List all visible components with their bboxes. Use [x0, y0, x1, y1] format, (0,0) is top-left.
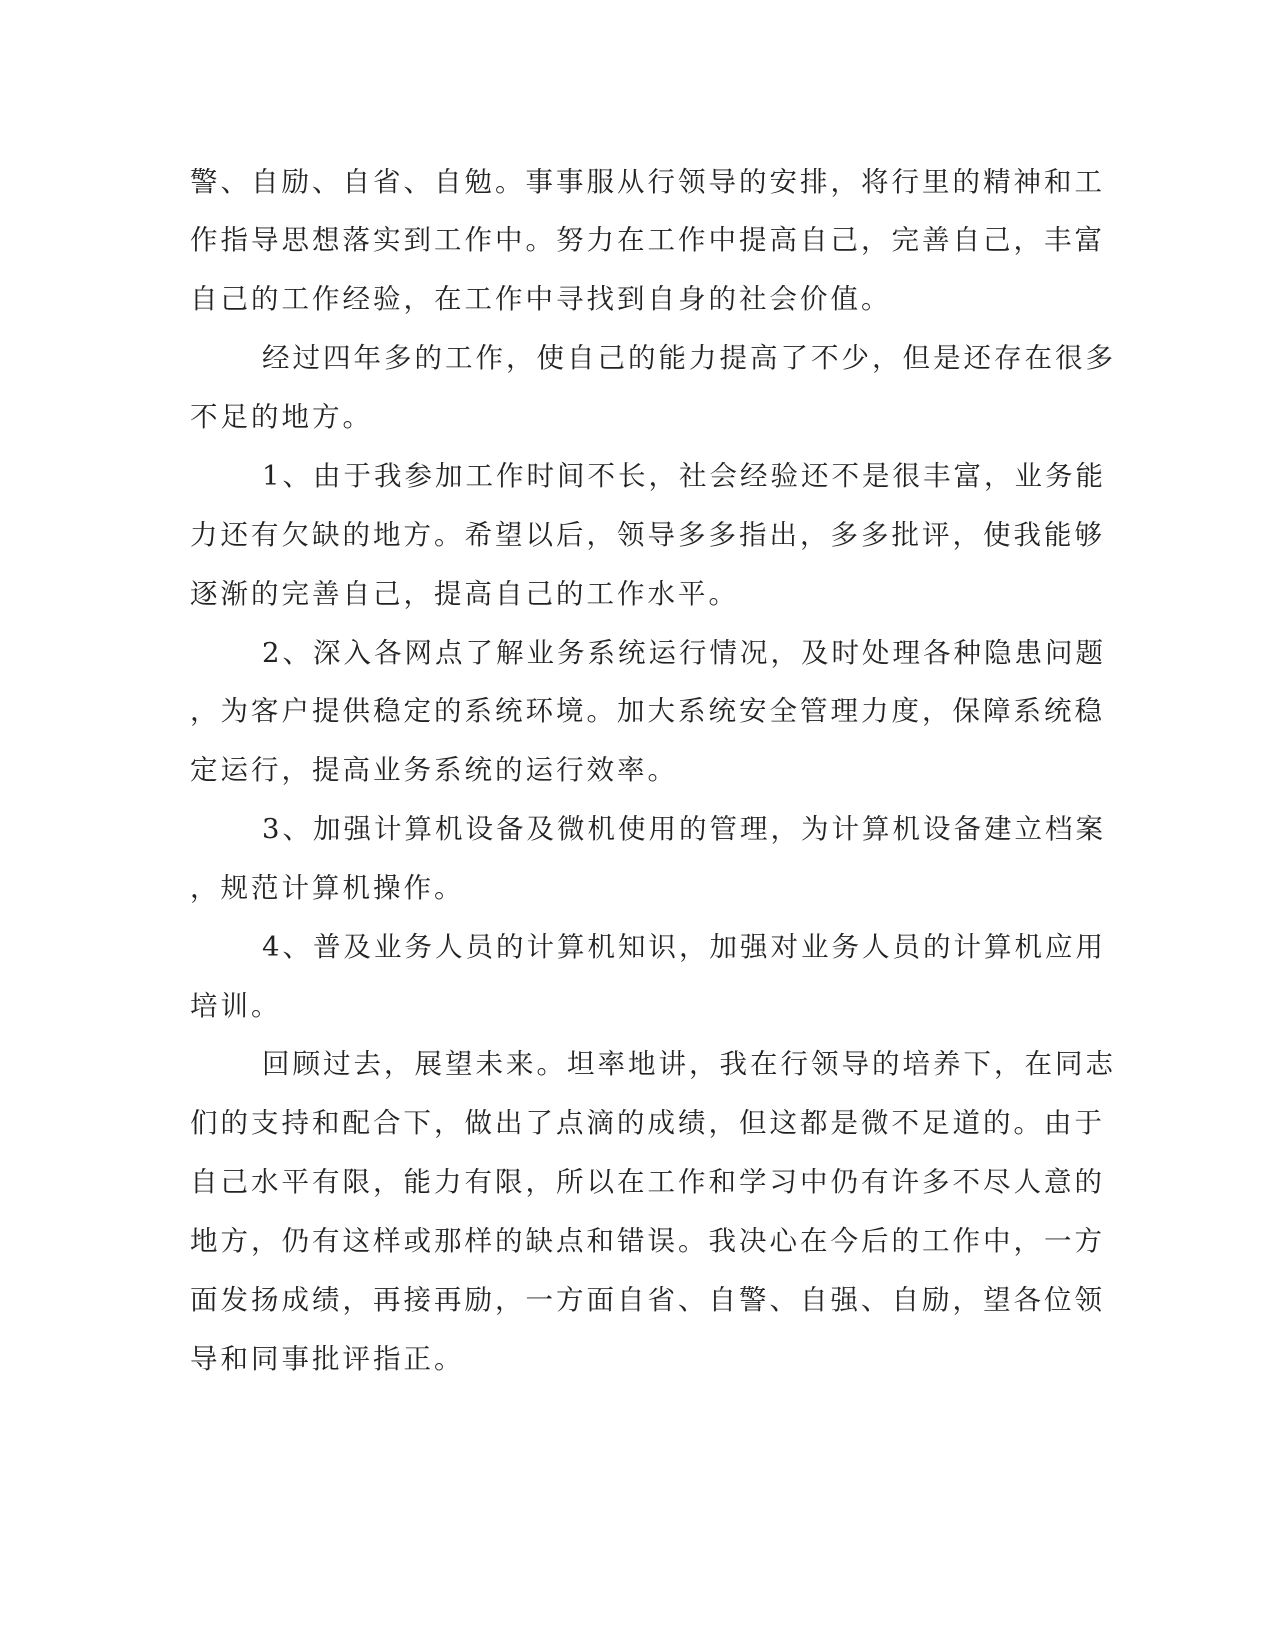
text-line-5: 不足的地方。	[190, 401, 373, 433]
text-line-19: 地方，仍有这样或那样的缺点和错误。我决心在今后的工作中，一方	[190, 1225, 1105, 1257]
text-line-1: 警、自励、自省、自勉。事事服从行领导的安排，将行里的精神和工	[190, 166, 1105, 198]
text-line-3: 自己的工作经验，在工作中寻找到自身的社会价值。	[190, 283, 892, 315]
list-item-4-line: 4、普及业务人员的计算机知识，加强对业务人员的计算机应用	[262, 931, 1106, 963]
text-line-10: ，为客户提供稳定的系统环境。加大系统安全管理力度，保障系统稳	[190, 695, 1105, 727]
text-line-13: ，规范计算机操作。	[190, 872, 465, 904]
text-line-7: 力还有欠缺的地方。希望以后，领导多多指出，多多批评，使我能够	[190, 519, 1105, 551]
paragraph-start-line: 经过四年多的工作，使自己的能力提高了不少，但是还存在很多	[262, 342, 1116, 374]
text-line-17: 们的支持和配合下，做出了点滴的成绩，但这都是微不足道的。由于	[190, 1107, 1105, 1139]
text-line-15: 培训。	[190, 990, 282, 1022]
conclusion-start-line: 回顾过去，展望未来。坦率地讲，我在行领导的培养下，在同志	[262, 1048, 1116, 1080]
list-item-1-line: 1、由于我参加工作时间不长，社会经验还不是很丰富，业务能	[262, 460, 1106, 492]
text-line-20: 面发扬成绩，再接再励，一方面自省、自警、自强、自励，望各位领	[190, 1284, 1105, 1316]
text-line-21: 导和同事批评指正。	[190, 1343, 465, 1375]
text-line-18: 自己水平有限，能力有限，所以在工作和学习中仍有许多不尽人意的	[190, 1166, 1105, 1198]
list-item-2-line: 2、深入各网点了解业务系统运行情况，及时处理各种隐患问题	[262, 637, 1106, 669]
text-line-11: 定运行，提高业务系统的运行效率。	[190, 754, 678, 786]
text-line-2: 作指导思想落实到工作中。努力在工作中提高自己，完善自己，丰富	[190, 224, 1105, 256]
list-item-3-line: 3、加强计算机设备及微机使用的管理，为计算机设备建立档案	[262, 813, 1106, 845]
text-line-8: 逐渐的完善自己，提高自己的工作水平。	[190, 578, 739, 610]
